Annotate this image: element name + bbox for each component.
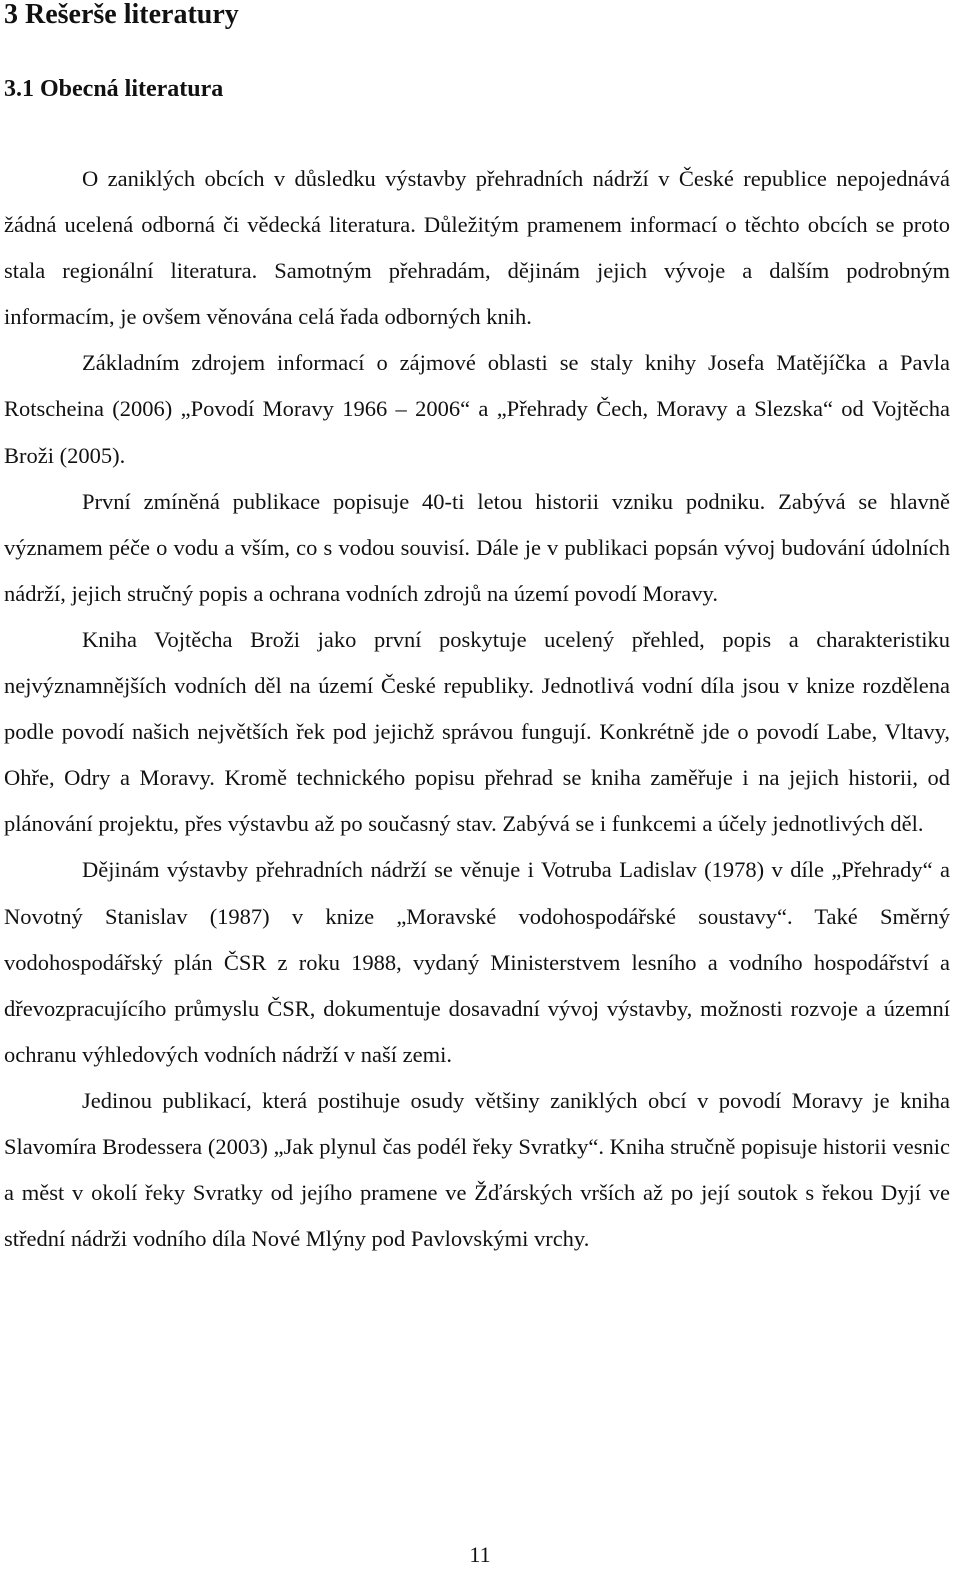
paragraph-brodesser-book: Jedinou publikací, která postihuje osudy většiny zaniklých obcí v povodí Moravy je kniha Slavomíra Brodessera (2003) „Jak plynul čas podél řeky Svratky“. Kniha stručně popisuje historii vesnic a měst v okolí řeky Svratky od jejího pramene ve Žďárských vrších až po její soutok s řekou Dyjí ve střední nádrži vodního díla Nové Mlýny pod Pavlovskými vrchy. [4, 1087, 950, 1252]
body-text [4, 156, 950, 1262]
page-number: 11 [469, 1542, 491, 1567]
paragraph-intro: O zaniklých obcích v důsledku výstavby přehradních nádrží v České republice nepojednává žádná ucelená odborná či vědecká literatura. Důležitým pramenem informací o těchto obcích se proto stala regionální literatura. Samotným přehradám, dějinám jejich vývoje a dalším podrobným informacím, je ovšem věnována celá řada odborných knih. [4, 166, 950, 330]
chapter-heading: 3 Rešerše literatury [4, 0, 239, 30]
section-heading: 3.1 Obecná literatura [4, 76, 224, 102]
paragraph-history-works: Dějinám výstavby přehradních nádrží se věnuje i Votruba Ladislav (1978) v díle „Přehrady“ a Novotný Stanislav (1987) v knize „Moravské vodohospodářské soustavy“. Také Směrný vodohospodářský plán ČSR z roku 1988, vydaný Ministerstvem lesního a vodního hospodářství a dřevozpracujícího průmyslu ČSR, dokumentuje dosavadní vývoj výstavby, možnosti rozvoje a územní ochranu výhledových vodních nádrží v naší zemi. [4, 857, 950, 1067]
paragraph-first-publication: První zmíněná publikace popisuje 40-ti letou historii vzniku podniku. Zabývá se hlavně významem péče o vodu a vším, co s vodou souvisí. Dále je v publikaci popsán vývoj budování údolních nádrží, jejich stručný popis a ochrana vodních zdrojů na území povodí Moravy. [4, 488, 950, 606]
paragraph-sources: Základním zdrojem informací o zájmové oblasti se staly knihy Josefa Matějíčka a Pavla Rotscheina (2006) „Povodí Moravy 1966 – 2006“ a „Přehrady Čech, Moravy a Slezska“ od Vojtěcha Broži (2005). [4, 350, 950, 468]
paragraph-broza-book: Kniha Vojtěcha Broži jako první poskytuje ucelený přehled, popis a charakteristiku nejvýznamnějších vodních děl na území České republiky. Jednotlivá vodní díla jsou v knize rozdělena podle povodí našich největších řek pod jejichž správou fungují. Konkrétně jde o povodí Labe, Vltavy, Ohře, Odry a Moravy. Kromě technického popisu přehrad se kniha zaměřuje i na jejich historii, od plánování projektu, přes výstavbu až po současný stav. Zabývá se i funkcemi a účely jednotlivých děl. [4, 626, 950, 837]
